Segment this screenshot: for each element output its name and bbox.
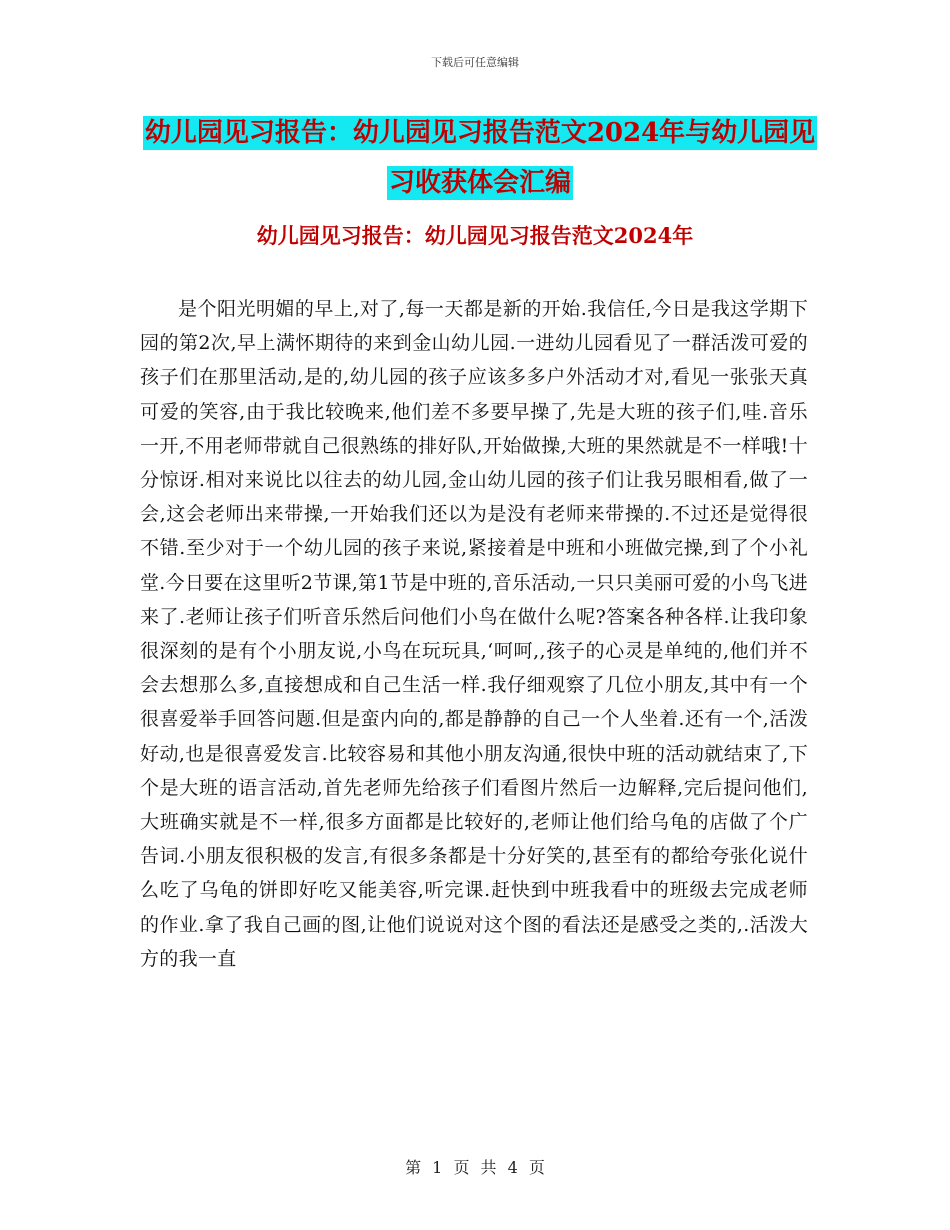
body-paragraph: 是个阳光明媚的早上,对了,每一天都是新的开始.我信任,今日是我这学期下园的第2次,早上满怀期待的来到金山幼儿园.一进幼儿园看见了一群活泼可爱的孩子们在那里活动,是的,幼儿园的孩子应该多多户外活动才对,看见一张张天真可爱的笑容,由于我比较晚来,他们差不多要早操了,先是大班的孩子们,哇.音乐一开,不用老师带就自己很熟练的排好队,开始做操,大班的果然就是不一样哦!十分惊讶.相对来说比以往去的幼儿园,金山幼儿园的孩子们让我另眼相看,做了一会,这会老师出来带操,一开始我们还以为是没有老师来带操的.不过还是觉得很不错.至少对于一个幼儿园的孩子来说,紧接着是中班和小班做完操,到了个小礼堂.今日要在这里听2节课,第1节是中班的,音乐活动,一只只美丽可爱的小鸟飞进来了.老师让孩子们听音乐然后问他们小鸟在做什么呢?答案各种各样.让我印象很深刻的是有个小朋友说,小鸟在玩玩具,‘呵呵,,孩子的心灵是单纯的,他们并不会去想那么多,直接想成和自己生活一样.我仔细观察了几位小朋友,其中有一个很喜爱举手回答问题.但是蛮内向的,都是静静的自己一个人坐着.还有一个,活泼好动,也是很喜爱发言.比较容易和其他小朋友沟通,很快中班的活动就结束了,下个是大班的语言活动,首先老师先给孩子们看图片然后一边解释,完后提问他们,大班确实就是不一样,很多方面都是比较好的,老师让他们给乌龟的店做了个广告词.小朋友很积极的发言,有很多条都是十分好笑的,甚至有的都给夸张化说什么吃了乌龟的饼即好吃又能美容,听完课.赶快到中班我看中的班级去完成老师的作业.拿了我自己画的图,让他们说说对这个图的看法还是感受之类的,.活泼大方的我一直 — [140, 298, 808, 970]
document-title-text: 幼儿园见习报告：幼儿园见习报告范文2024年与幼儿园见习收获体会汇编 — [144, 118, 816, 198]
page-header-note: 下载后可任意编辑 — [431, 56, 519, 69]
section-title: 幼儿园见习报告：幼儿园见习报告范文2024年 — [256, 223, 694, 248]
page-footer-number: 第 1 页 共 4 页 — [405, 1158, 545, 1177]
document-title — [140, 108, 820, 208]
